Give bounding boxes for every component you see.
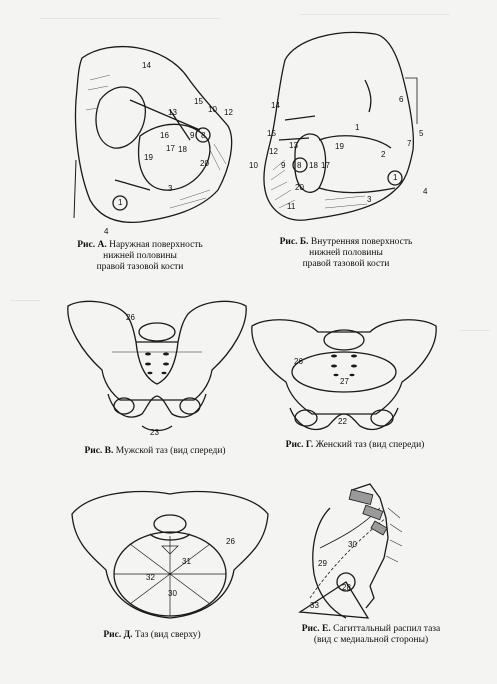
label-12: 12: [224, 108, 233, 117]
label-14: 14: [142, 61, 151, 70]
label-3: 3: [367, 195, 372, 204]
label-15: 15: [267, 129, 276, 138]
label-5: 5: [419, 129, 424, 138]
label-30: 30: [348, 540, 357, 549]
caption-figure-v-text: Мужской таз (вид спереди): [115, 446, 226, 456]
label-15: 15: [194, 97, 203, 106]
caption-figure-e: [276, 624, 466, 646]
label-17: 17: [321, 161, 330, 170]
caption-figure-d: [72, 630, 232, 641]
figure-b-inner-surface: [249, 20, 445, 240]
caption-figure-b-line-1: Внутренняя поверхность: [310, 237, 413, 247]
caption-figure-b-line-3: правой тазовой кости: [302, 259, 390, 269]
caption-figure-v-label: Рис. В.: [84, 446, 114, 456]
caption-figure-a: [52, 240, 228, 273]
label-13: 13: [289, 141, 298, 150]
figure-v-male-pelvis: [62, 292, 252, 442]
label-4: 4: [104, 227, 109, 236]
label-26: 26: [126, 313, 135, 322]
caption-figure-d-text: Таз (вид сверху): [134, 630, 201, 640]
label-26: 26: [294, 357, 303, 366]
caption-figure-e-label: Рис. Е.: [301, 624, 331, 634]
label-18: 18: [309, 161, 318, 170]
label-19: 19: [335, 142, 344, 151]
caption-figure-a-line-2: нижней половины: [103, 251, 177, 261]
figure-g-female-pelvis: [248, 310, 440, 440]
figure-b-bone-drawing: [255, 20, 445, 240]
label-8: 8: [297, 161, 302, 170]
label-23: 23: [150, 428, 159, 437]
figure-a-outer-surface: [70, 40, 250, 240]
figure-d-pelvis-top-view: [70, 484, 270, 624]
label-2: 2: [381, 150, 386, 159]
caption-figure-v: [60, 446, 250, 457]
label-26: 26: [226, 537, 235, 546]
label-7: 7: [407, 139, 412, 148]
caption-figure-a-label: Рис. А.: [77, 240, 107, 250]
label-12: 12: [269, 147, 278, 156]
figure-d-pelvis-drawing: [70, 484, 270, 624]
label-10: 10: [249, 161, 258, 170]
label-3: 3: [168, 184, 173, 193]
label-19: 19: [144, 153, 153, 162]
label-9: 9: [281, 161, 286, 170]
caption-figure-d-label: Рис. Д.: [103, 630, 133, 640]
label-27: 27: [340, 377, 349, 386]
label-1: 1: [118, 198, 123, 207]
label-18: 18: [178, 145, 187, 154]
caption-figure-a-line-3: правой тазовой кости: [96, 262, 184, 272]
label-29: 29: [318, 559, 327, 568]
label-13: 13: [168, 108, 177, 117]
caption-figure-g-label: Рис. Г.: [285, 440, 314, 450]
caption-figure-g: [260, 440, 450, 451]
label-16: 16: [160, 131, 169, 140]
label-9: 9: [190, 131, 195, 140]
label-22: 22: [338, 417, 347, 426]
caption-figure-b-label: Рис. Б.: [279, 237, 309, 247]
label-1b: 1: [393, 173, 398, 182]
caption-figure-g-text: Женский таз (вид спереди): [315, 440, 425, 450]
label-14: 14: [271, 101, 280, 110]
caption-figure-b-line-2: нижней половины: [309, 248, 383, 258]
label-1: 1: [355, 123, 360, 132]
label-20: 20: [200, 159, 209, 168]
figure-e-sagittal-section: [290, 478, 440, 623]
label-30: 30: [168, 589, 177, 598]
label-4: 4: [423, 187, 428, 196]
caption-figure-a-line-1: Наружная поверхность: [109, 240, 203, 250]
caption-figure-b: [258, 237, 434, 270]
label-33: 33: [310, 601, 319, 610]
label-28: 28: [342, 583, 351, 592]
caption-figure-e-line-1: Сагиттальный распил таза: [333, 624, 441, 634]
label-31: 31: [182, 557, 191, 566]
label-10: 10: [208, 105, 217, 114]
label-11: 11: [287, 202, 296, 211]
label-32: 32: [146, 573, 155, 582]
label-8: 8: [201, 131, 206, 140]
figure-a-bone-drawing: [70, 40, 250, 240]
label-17: 17: [166, 144, 175, 153]
label-6: 6: [399, 95, 404, 104]
figure-v-pelvis-drawing: [62, 292, 252, 442]
label-20: 20: [295, 183, 304, 192]
caption-figure-e-line-2: (вид с медиальной стороны): [313, 635, 429, 645]
